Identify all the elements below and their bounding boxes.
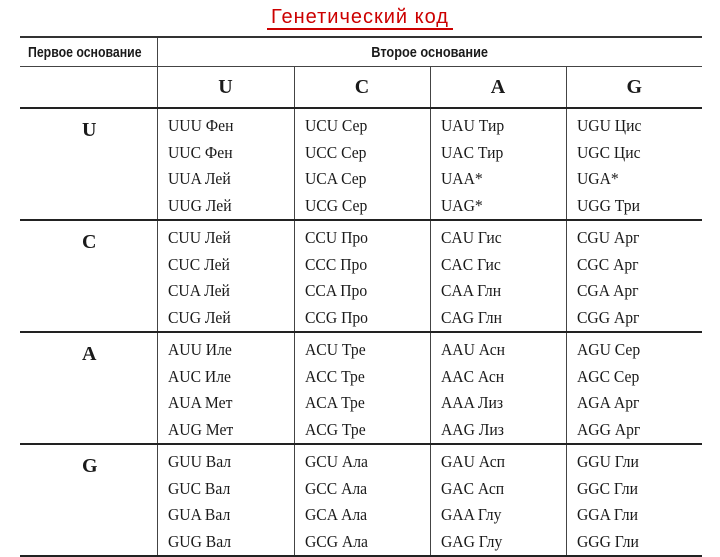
codon-text: GUC Вал: [167, 478, 230, 498]
codon-text: GUU Вал: [167, 452, 231, 471]
letters-row-spacer: [20, 67, 157, 109]
codon-cell: [157, 108, 294, 220]
codon-entry: [168, 225, 294, 252]
codon-entry: [305, 390, 430, 417]
codon-text: AUG Мет: [167, 419, 233, 439]
codon-text: UGG Три: [576, 195, 640, 215]
codon-cell: [566, 220, 702, 332]
codon-entry: [577, 278, 703, 305]
codon-text: AGU Сер: [576, 340, 640, 359]
codon-cell: [157, 444, 294, 556]
codon-text: CGU Арг: [576, 228, 639, 247]
codon-entry: [305, 278, 430, 305]
codon-entry: [441, 529, 566, 556]
codon-cell: [566, 332, 702, 444]
codon-text: UGU Цис: [576, 116, 641, 135]
codon-text: UUU Фен: [167, 116, 233, 135]
codon-text: CUG Лей: [167, 307, 231, 327]
codon-cell: [430, 108, 566, 220]
codon-text: GUA Вал: [167, 505, 230, 524]
codon-text: UGA*: [576, 169, 619, 188]
codon-entry: [168, 390, 294, 417]
codon-cell: [294, 444, 430, 556]
codon-text: CCA Про: [304, 281, 367, 300]
genetic-code-table-container: [20, 36, 702, 551]
codon-cell: [430, 332, 566, 444]
codon-entry: [305, 417, 430, 444]
header-row: [20, 37, 702, 67]
codon-entry: [305, 364, 430, 391]
codon-text: CAU Гис: [440, 228, 502, 247]
codon-entry: [577, 476, 703, 503]
codon-entry: [441, 225, 566, 252]
first-base-letter: U: [20, 108, 157, 220]
codon-entry: [577, 449, 703, 476]
codon-entry: [441, 278, 566, 305]
codon-text: GCU Ала: [304, 452, 368, 471]
codon-text: CAG Глн: [440, 307, 502, 327]
codon-text: UUG Лей: [167, 195, 232, 215]
codon-text: CCU Про: [304, 228, 368, 247]
codon-entry: [577, 529, 703, 556]
codon-entry: [577, 337, 703, 364]
codon-text: ACA Тре: [304, 393, 365, 412]
codon-cell: [157, 332, 294, 444]
codon-group-row: [20, 108, 702, 220]
codon-entry: [305, 337, 430, 364]
codon-text: AAC Асн: [440, 366, 504, 386]
codon-text: AUU Иле: [167, 340, 232, 359]
codon-text: GAA Глу: [440, 505, 501, 524]
codon-entry: [305, 113, 430, 140]
codon-entry: [305, 225, 430, 252]
second-base-header-text: Второе основание: [371, 43, 489, 61]
codon-text: GCG Ала: [304, 531, 368, 551]
codon-text: UAG*: [440, 195, 483, 215]
codon-text: UCC Сер: [304, 142, 366, 162]
codon-entry: [168, 337, 294, 364]
codon-cell: [566, 444, 702, 556]
codon-entry: [168, 417, 294, 444]
codon-entry: [305, 305, 430, 332]
codon-cell: [430, 220, 566, 332]
codon-entry: [441, 252, 566, 279]
codon-entry: [305, 140, 430, 167]
codon-entry: [168, 476, 294, 503]
codon-text: CCG Про: [304, 307, 368, 327]
codon-entry: [168, 449, 294, 476]
codon-text: UAA*: [440, 169, 483, 188]
codon-text: ACG Тре: [304, 419, 366, 439]
codon-entry: [305, 252, 430, 279]
codon-text: UUA Лей: [167, 169, 231, 188]
codon-entry: [441, 337, 566, 364]
codon-cell: [430, 444, 566, 556]
codon-text: CUU Лей: [167, 228, 231, 247]
codon-entry: [441, 449, 566, 476]
first-base-letter: C: [20, 220, 157, 332]
codon-entry: [441, 417, 566, 444]
codon-entry: [577, 502, 703, 529]
genetic-code-table-body: [20, 37, 702, 556]
genetic-code-table: [20, 36, 702, 557]
codon-text: GGA Гли: [576, 505, 638, 524]
codon-text: GCA Ала: [304, 505, 367, 524]
first-base-header-text: Первое основание: [28, 43, 142, 61]
codon-entry: [305, 166, 430, 193]
codon-entry: [441, 193, 566, 220]
codon-entry: [441, 502, 566, 529]
codon-text: GAC Асп: [440, 478, 504, 498]
codon-text: GGG Гли: [576, 531, 639, 551]
codon-entry: [168, 502, 294, 529]
codon-text: AAU Асн: [440, 340, 505, 359]
codon-cell: [294, 220, 430, 332]
codon-entry: [441, 113, 566, 140]
codon-entry: [168, 113, 294, 140]
codon-text: GGC Гли: [576, 478, 638, 498]
first-base-header: [20, 37, 157, 67]
codon-entry: [577, 225, 703, 252]
page-title-text: Генетический код: [267, 6, 453, 30]
codon-text: UGC Цис: [576, 142, 641, 162]
codon-group-row: [20, 332, 702, 444]
codon-entry: [305, 449, 430, 476]
codon-entry: [168, 140, 294, 167]
codon-entry: [577, 113, 703, 140]
codon-entry: [441, 140, 566, 167]
codon-text: CGG Арг: [576, 307, 639, 327]
codon-entry: [441, 476, 566, 503]
codon-text: AAG Лиз: [440, 419, 504, 439]
codon-entry: [305, 476, 430, 503]
codon-cell: [294, 108, 430, 220]
codon-text: GAG Глу: [440, 531, 502, 551]
codon-entry: [577, 364, 703, 391]
codon-entry: [577, 305, 703, 332]
codon-text: UAU Тир: [440, 116, 504, 135]
page-title: [0, 6, 720, 29]
codon-text: CAA Глн: [440, 281, 501, 300]
codon-text: AGG Арг: [576, 419, 640, 439]
codon-entry: [577, 193, 703, 220]
first-base-letter: G: [20, 444, 157, 556]
codon-text: AAA Лиз: [440, 393, 503, 412]
codon-text: UAC Тир: [440, 142, 503, 162]
first-base-letter: A: [20, 332, 157, 444]
codon-text: UCU Сер: [304, 116, 367, 135]
codon-entry: [441, 390, 566, 417]
codon-text: CGA Арг: [576, 281, 639, 300]
codon-text: GGU Гли: [576, 452, 639, 471]
codon-text: GAU Асп: [440, 452, 505, 471]
codon-entry: [168, 166, 294, 193]
codon-entry: [168, 193, 294, 220]
codon-cell: [157, 220, 294, 332]
codon-entry: [168, 529, 294, 556]
codon-text: CGC Арг: [576, 254, 639, 274]
codon-text: CAC Гис: [440, 254, 501, 274]
codon-text: UCA Сер: [304, 169, 366, 188]
codon-group-row: [20, 444, 702, 556]
codon-entry: [441, 364, 566, 391]
codon-entry: [305, 193, 430, 220]
codon-text: GUG Вал: [167, 531, 231, 551]
second-base-letter: G: [566, 67, 702, 109]
codon-cell: [566, 108, 702, 220]
codon-text: UCG Сер: [304, 195, 367, 215]
codon-text: CUA Лей: [167, 281, 230, 300]
codon-entry: [577, 166, 703, 193]
codon-entry: [441, 166, 566, 193]
second-base-letter: U: [157, 67, 294, 109]
codon-text: ACU Тре: [304, 340, 366, 359]
codon-text: GCC Ала: [304, 478, 367, 498]
codon-text: UUC Фен: [167, 142, 233, 162]
codon-text: ACC Тре: [304, 366, 365, 386]
codon-entry: [441, 305, 566, 332]
codon-entry: [577, 390, 703, 417]
codon-entry: [577, 252, 703, 279]
second-base-letter: A: [430, 67, 566, 109]
codon-entry: [168, 252, 294, 279]
codon-text: CCC Про: [304, 254, 367, 274]
codon-text: CUC Лей: [167, 254, 230, 274]
codon-entry: [305, 529, 430, 556]
second-base-letters-row: [20, 67, 702, 109]
codon-entry: [305, 502, 430, 529]
second-base-header: [157, 37, 702, 67]
codon-entry: [577, 140, 703, 167]
codon-text: AGA Арг: [576, 393, 639, 412]
codon-entry: [168, 305, 294, 332]
codon-cell: [294, 332, 430, 444]
codon-entry: [577, 417, 703, 444]
codon-text: AUC Иле: [167, 366, 231, 386]
codon-text: AUA Мет: [167, 393, 232, 412]
codon-entry: [168, 278, 294, 305]
codon-group-row: [20, 220, 702, 332]
codon-text: AGC Сер: [576, 366, 639, 386]
second-base-letter: C: [294, 67, 430, 109]
codon-entry: [168, 364, 294, 391]
